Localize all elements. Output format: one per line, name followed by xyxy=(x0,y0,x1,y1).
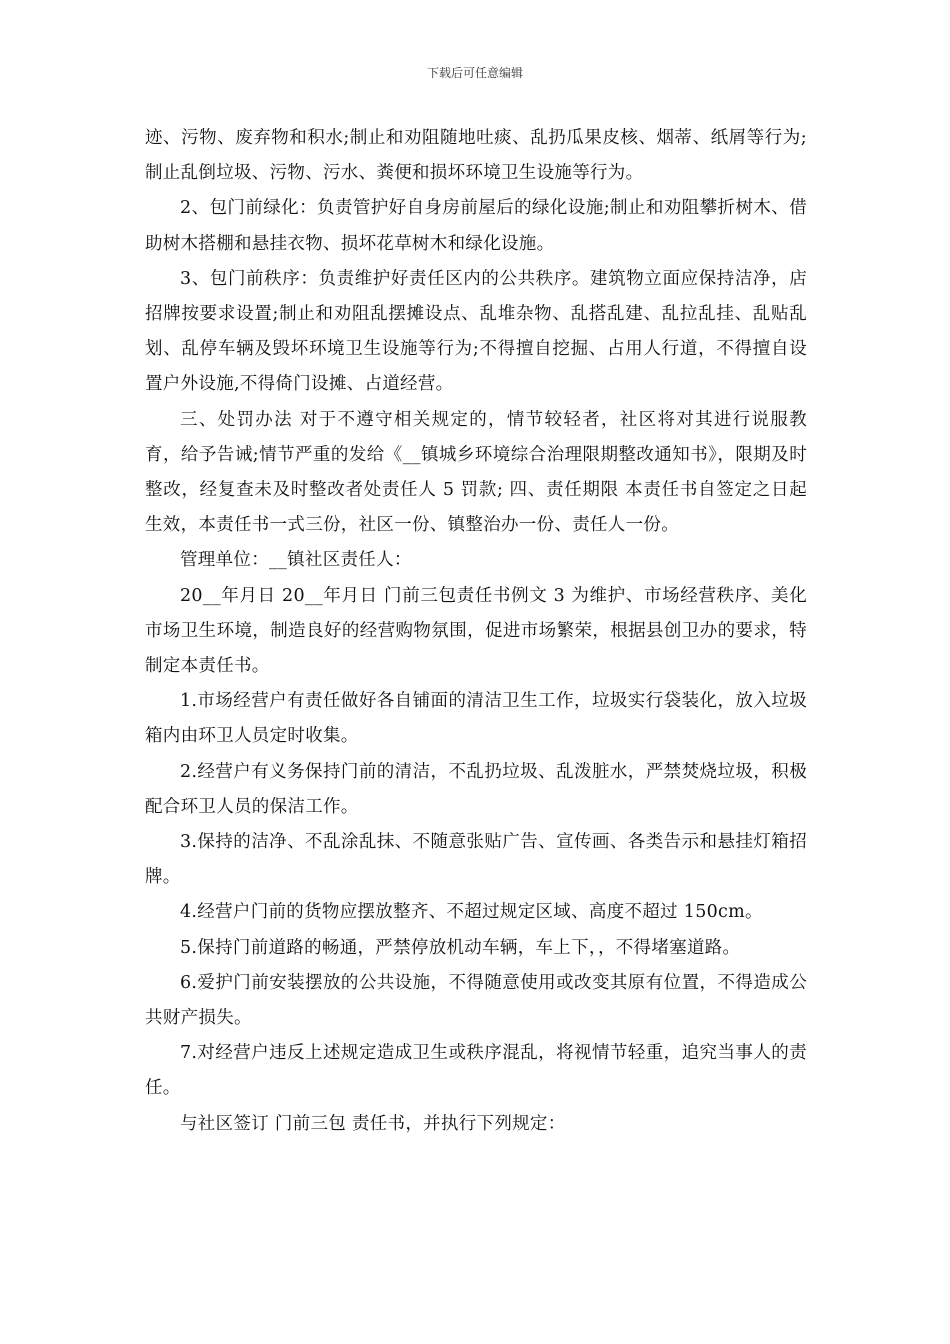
paragraph-rule-6: 6.爱护门前安装摆放的公共设施，不得随意使用或改变其原有位置，不得造成公共财产损失。 xyxy=(145,972,807,1029)
paragraph-rule-5: 5.保持门前道路的畅通，严禁停放机动车辆，车上下，，不得堵塞道路。 xyxy=(180,937,741,958)
paragraph-rule-2: 2.经营户有义务保持门前的清洁，不乱扔垃圾、乱泼脏水，严禁焚烧垃圾，积极配合环卫人员的保洁工作。 xyxy=(145,761,807,817)
paragraph-rule-3: 3.保持的洁净、不乱涂乱抹、不随意张贴广告、宣传画、各类告示和悬挂灯箱招牌。 xyxy=(145,832,807,888)
paragraph-example-3-intro: 20__年月日 20__年月日 门前三包责任书例文 3 为维护、市场经营秩序、美化市场卫生环境，制造良好的经营购物氛围，促进市场繁荣，根据县创卫办的要求，特制定本责任书。 xyxy=(145,585,807,677)
paragraph-continuation: 迹、污物、废弃物和积水;制止和劝阻随地吐痰、乱扔瓜果皮核、烟蒂、纸屑等行为;制止乱倒垃圾、污物、污水、粪便和损坏环境卫生设施等行为。 xyxy=(145,128,807,184)
paragraph-rule-4: 4.经营户门前的货物应摆放整齐、不超过规定区域、高度不超过 150cm。 xyxy=(180,902,763,923)
document-body xyxy=(145,121,807,1142)
paragraph-order: 3、包门前秩序：负责维护好责任区内的公共秩序。建筑物立面应保持洁净，店招牌按要求设置;制止和劝阻乱摆摊设点、乱堆杂物、乱搭乱建、乱拉乱挂、乱贴乱划、乱停车辆及毁坏环境卫生设施等行为;不得擅自挖掘、占用人行道，不得擅自设置户外设施,不得倚门设摊、占道经营。 xyxy=(145,268,807,395)
paragraph-management-unit: 管理单位：__镇社区责任人： xyxy=(180,550,412,571)
paragraph-greening: 2、包门前绿化：负责管护好自身房前屋后的绿化设施;制止和劝阻攀折树木、借助树木搭棚和悬挂衣物、损坏花草树木和绿化设施。 xyxy=(145,198,807,254)
paragraph-rule-7: 7.对经营户违反上述规定造成卫生或秩序混乱，将视情节轻重，追究当事人的责任。 xyxy=(145,1043,807,1099)
paragraph-sign-agreement: 与社区签订 门前三包 责任书，并执行下列规定： xyxy=(180,1113,566,1134)
paragraph-rule-1: 1.市场经营户有责任做好各自铺面的清洁卫生工作，垃圾实行袋装化，放入垃圾箱内由环卫人员定时收集。 xyxy=(145,691,807,747)
paragraph-penalty: 三、处罚办法 对于不遵守相关规定的，情节较轻者，社区将对其进行说服教育，给予告诫;情节严重的发给《__镇城乡环境综合治理限期整改通知书》，限期及时整改，经复查未及时整改者处责任人 5 罚款; 四、责任期限 本责任书自签定之日起生效，本责任书一式三份，社区一份、镇整治办一份、责任人一份。 xyxy=(145,409,807,536)
page-header-note: 下载后可任意编辑 xyxy=(426,66,523,80)
